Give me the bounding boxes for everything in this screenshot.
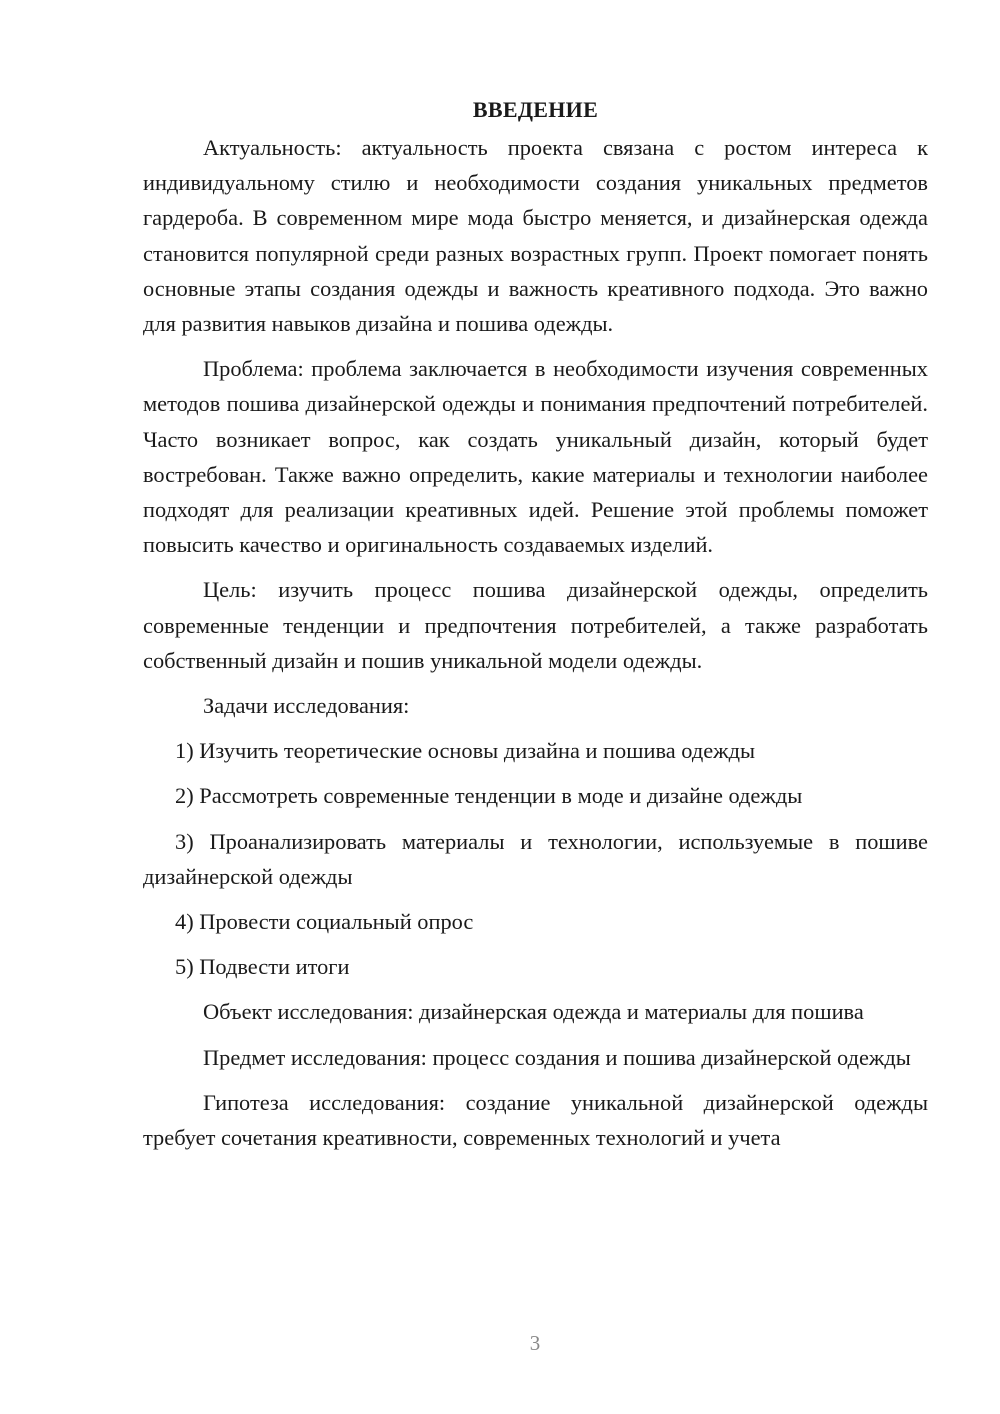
section-title: ВВЕДЕНИЕ — [472, 97, 599, 122]
task-item: 4) Провести социальный опрос — [175, 909, 474, 935]
task-item: 5) Подвести итоги — [175, 954, 350, 980]
subject-paragraph: Предмет исследования: процесс создания и пошива дизайнерской одежды — [203, 1044, 911, 1070]
document-page — [143, 92, 928, 1165]
problem-paragraph: Проблема: проблема заключается в необходимости изучения современных методов пошива дизайнерской одежды и понимания предпочтений потребителей. Часто возникает вопрос, как создать уникальный дизайн, который будет востребован. Также важно определить, какие материалы и технологии наиболее подходят для реализации креативных идей. Решение этой проблемы поможет повысить качество и оригинальность создаваемых изделий. — [143, 356, 928, 558]
task-item: 1) Изучить теоретические основы дизайна и пошива одежды — [175, 738, 756, 764]
object-paragraph: Объект исследования: дизайнерская одежда и материалы для пошива — [203, 999, 864, 1025]
relevance-paragraph: Актуальность: актуальность проекта связана с ростом интереса к индивидуальному стилю и необходимости создания уникальных предметов гардероба. В современном мире мода быстро меняется, и дизайнерская одежда становится популярной среди разных возрастных групп. Проект помогает понять основные этапы создания одежды и важность креативного подхода. Это важно для развития навыков дизайна и пошива одежды. — [143, 135, 928, 337]
task-item: 2) Рассмотреть современные тенденции в моде и дизайне одежды — [175, 783, 803, 809]
task-item: 3) Проанализировать материалы и технологии, используемые в пошиве дизайнерской одежды — [143, 828, 928, 889]
goal-paragraph: Цель: изучить процесс пошива дизайнерской одежды, определить современные тенденции и предпочтения потребителей, а также разработать собственный дизайн и пошив уникальной модели одежды. — [143, 577, 928, 673]
page-number: 3 — [529, 1331, 541, 1355]
tasks-heading: Задачи исследования: — [203, 693, 410, 719]
hypothesis-paragraph: Гипотеза исследования: создание уникальной дизайнерской одежды требует сочетания креативности, современных технологий и учета — [143, 1089, 928, 1151]
